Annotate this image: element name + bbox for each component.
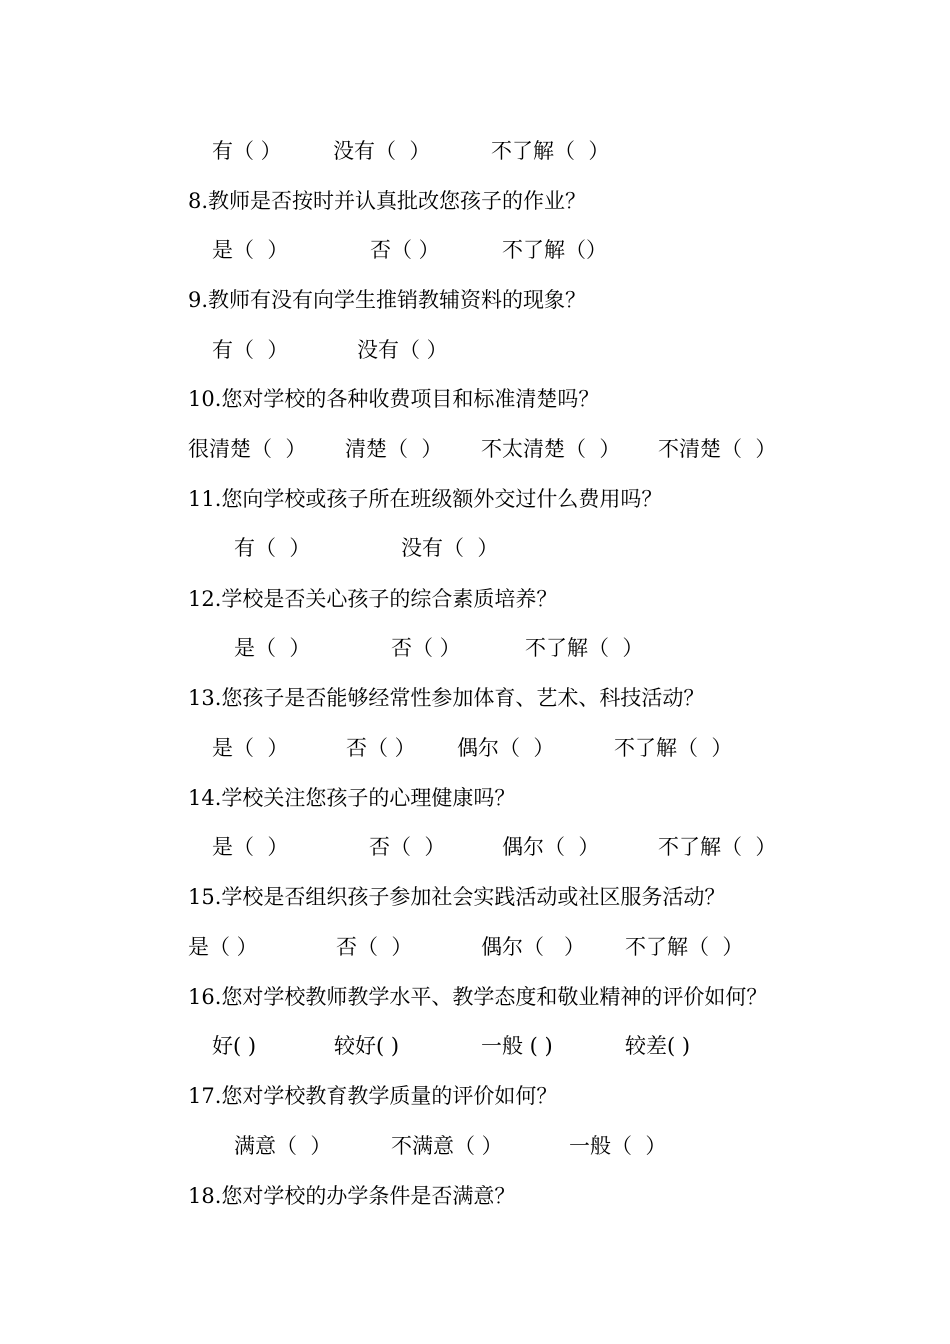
- option-fou: 否（ ）: [346, 736, 416, 760]
- option-ouer: 偶尔（ ）: [457, 736, 555, 760]
- question-13: 13.您孩子是否能够经常性参加体育、艺术、科技活动？: [188, 686, 705, 710]
- option-yiban: 一般（ ）: [569, 1134, 667, 1158]
- option-shi: 是（ ）: [234, 636, 311, 660]
- option-buliaojie: 不了解（ ）: [491, 139, 610, 163]
- option-you: 有（ ）: [212, 338, 289, 362]
- option-ouer: 偶尔（ ）: [481, 935, 586, 959]
- option-shi: 是（ ）: [212, 238, 289, 262]
- option-henqingchu: 很清楚（ ）: [188, 437, 307, 461]
- option-meiyou: 没有（ ）: [357, 338, 448, 362]
- option-manyi: 满意（ ）: [234, 1134, 332, 1158]
- question-18: 18.您对学校的办学条件是否满意？: [188, 1184, 516, 1208]
- option-butaiqingchu: 不太清楚（ ）: [481, 437, 621, 461]
- option-buqingchu: 不清楚（ ）: [658, 437, 777, 461]
- option-shi: 是（ ）: [212, 736, 289, 760]
- option-buliaojie: 不了解（ ）: [614, 736, 733, 760]
- option-meiyou: 没有（ ）: [333, 139, 431, 163]
- option-jiaohao: 较好( ): [334, 1034, 400, 1058]
- option-buliaojie: 不了解（ ）: [658, 835, 777, 859]
- option-meiyou: 没有（ ）: [401, 536, 499, 560]
- option-you: 有（ ）: [212, 139, 282, 163]
- option-fou: 否（ ）: [336, 935, 413, 959]
- question-17: 17.您对学校教育教学质量的评价如何？: [188, 1084, 558, 1108]
- option-shi: 是（ ）: [212, 835, 289, 859]
- option-buliaojie: 不了解（）: [502, 238, 607, 262]
- question-16: 16.您对学校教师教学水平、教学态度和敬业精神的评价如何？: [188, 985, 768, 1009]
- question-9: 9.教师有没有向学生推销教辅资料的现象？: [188, 288, 587, 312]
- option-bumanyi: 不满意（ ）: [391, 1134, 503, 1158]
- question-15: 15.学校是否组织孩子参加社会实践活动或社区服务活动？: [188, 885, 726, 909]
- option-shi: 是（ ）: [188, 935, 258, 959]
- option-qingchu: 清楚（ ）: [345, 437, 443, 461]
- question-11: 11.您向学校或孩子所在班级额外交过什么费用吗？: [188, 487, 663, 511]
- option-fou: 否（ ）: [391, 636, 461, 660]
- question-12: 12.学校是否关心孩子的综合素质培养？: [188, 587, 558, 611]
- question-14: 14.学校关注您孩子的心理健康吗？: [188, 786, 516, 810]
- option-buliaojie: 不了解（ ）: [525, 636, 644, 660]
- option-yiban: 一般 ( ): [481, 1034, 553, 1058]
- option-ouer: 偶尔（ ）: [502, 835, 600, 859]
- option-buliaojie: 不了解（ ）: [625, 935, 744, 959]
- option-you: 有（ ）: [234, 536, 311, 560]
- question-10: 10.您对学校的各种收费项目和标准清楚吗？: [188, 387, 600, 411]
- option-fou: 否（ ）: [370, 238, 440, 262]
- option-fou: 否（ ）: [369, 835, 446, 859]
- question-8: 8.教师是否按时并认真批改您孩子的作业？: [188, 189, 587, 213]
- option-jiaocha: 较差( ): [625, 1034, 691, 1058]
- option-hao: 好( ): [212, 1034, 257, 1058]
